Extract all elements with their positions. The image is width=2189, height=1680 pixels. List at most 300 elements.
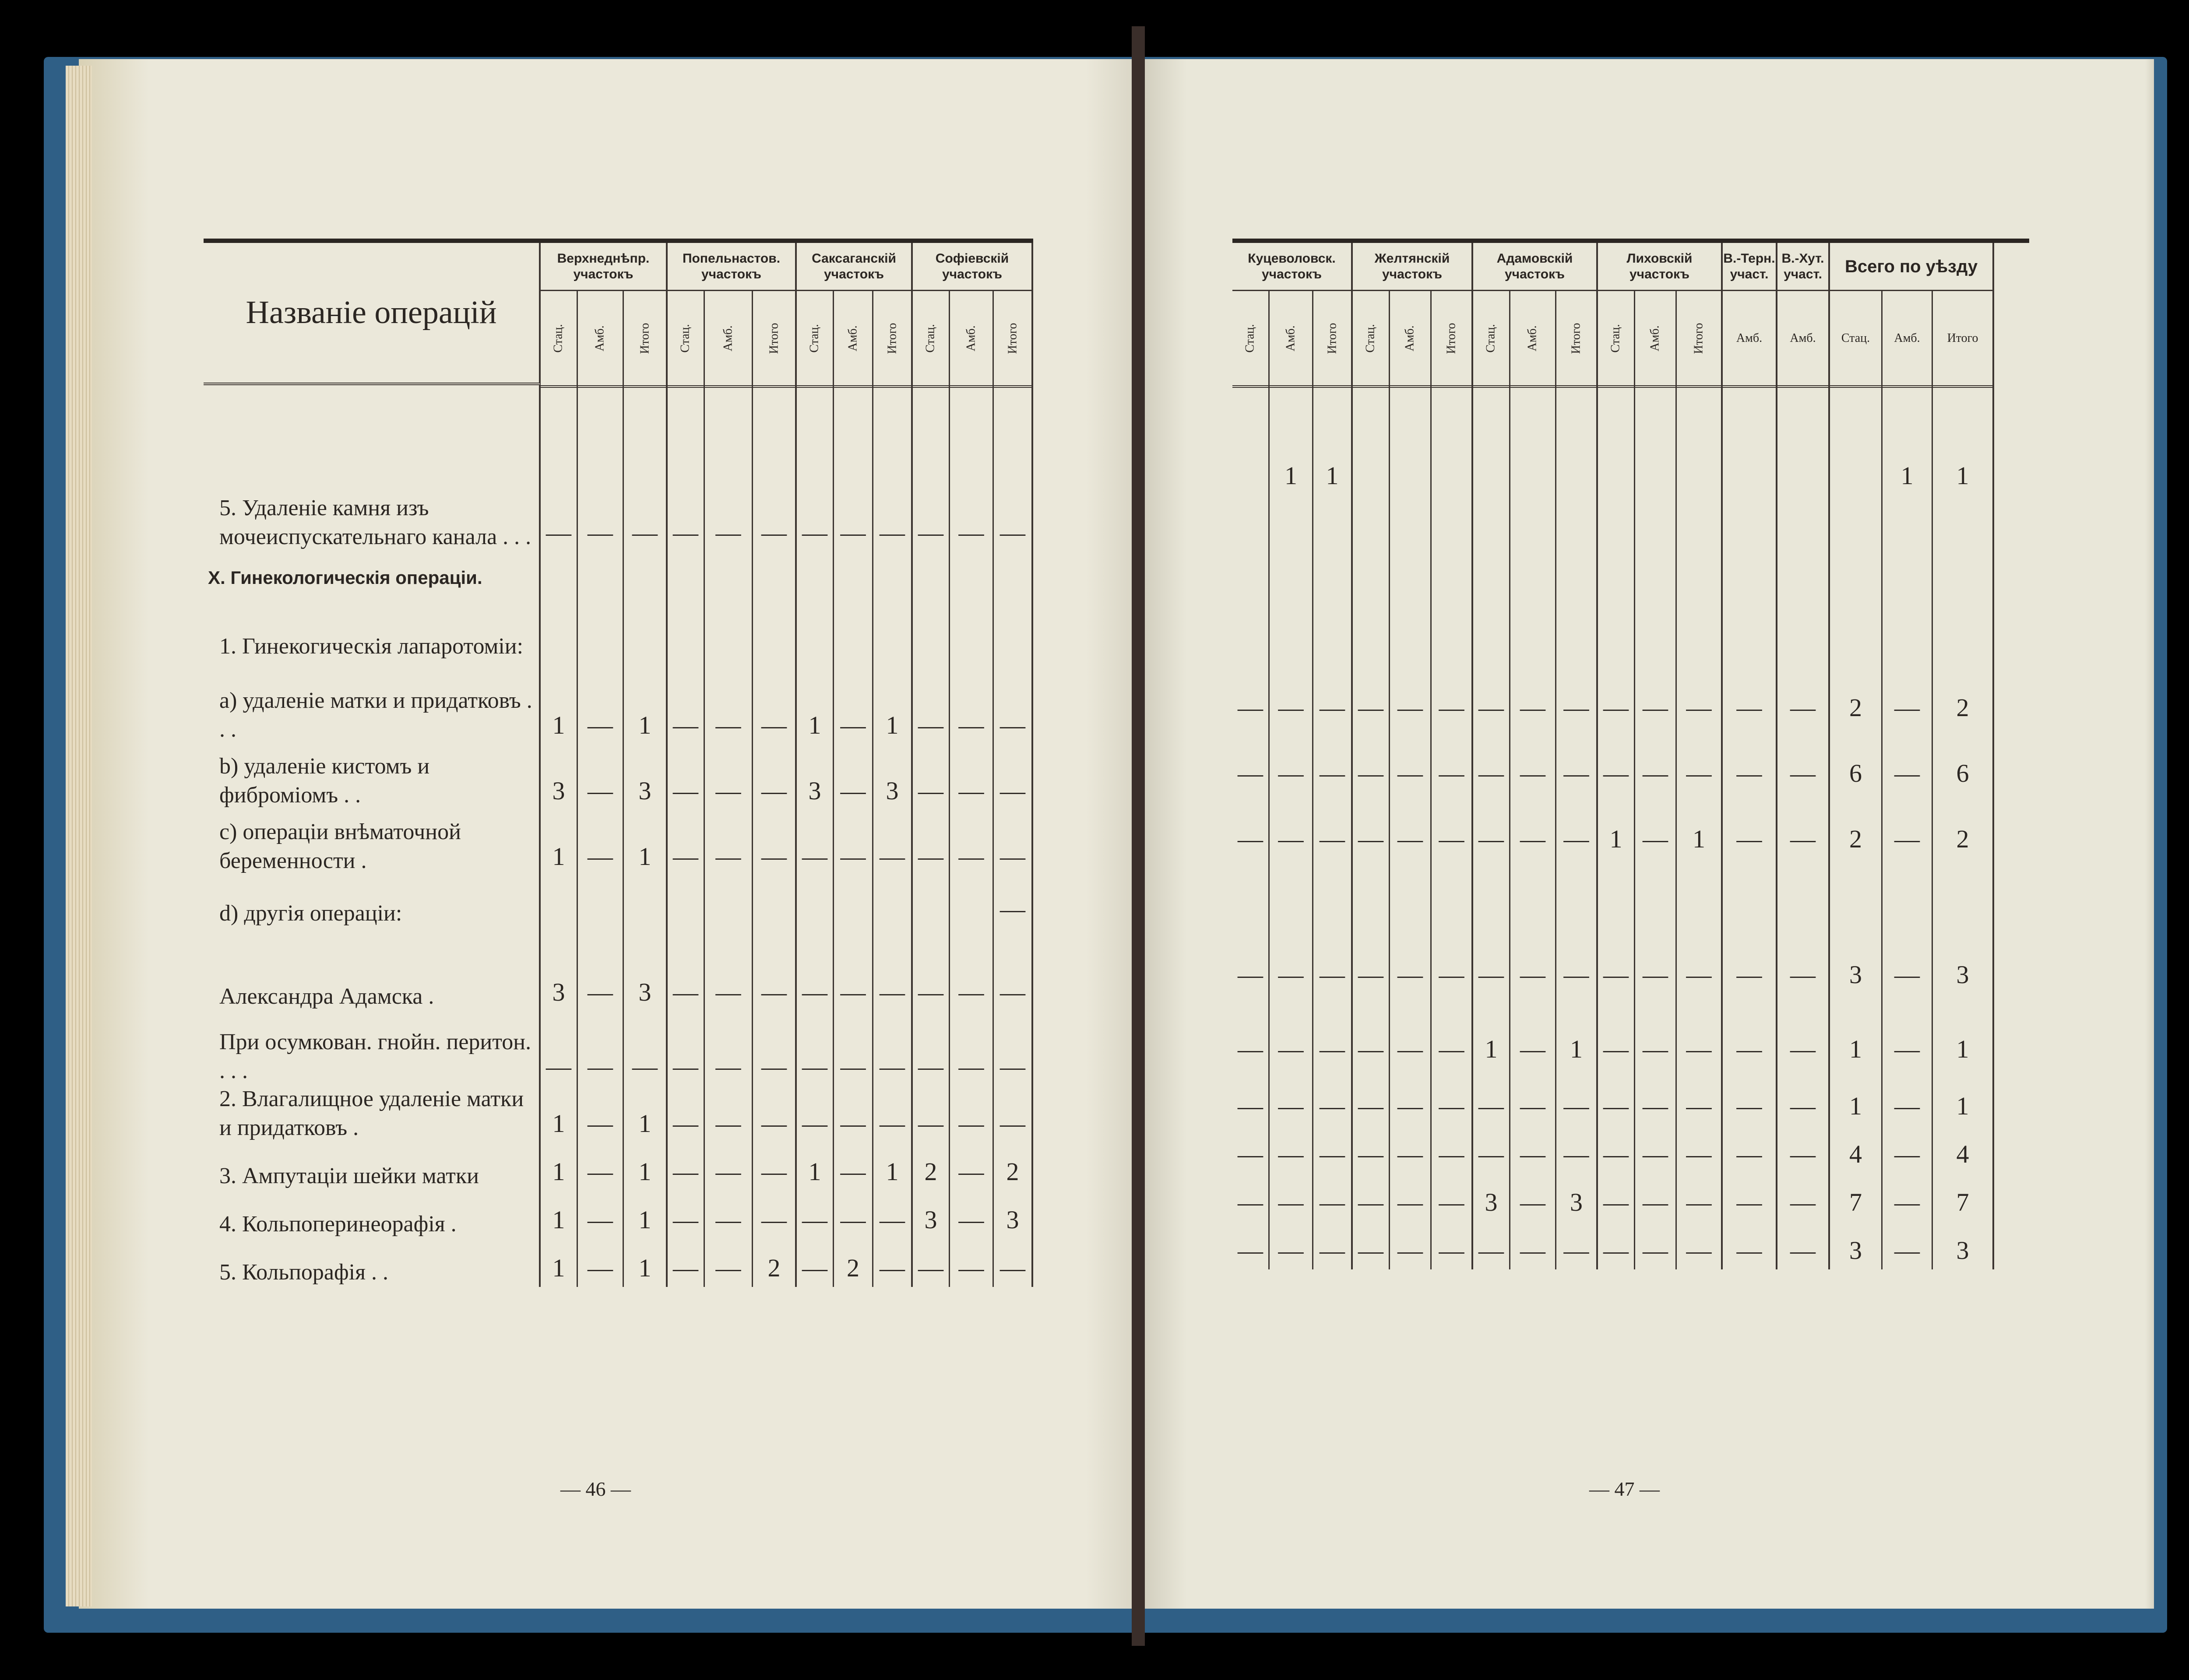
- table-cell: —: [873, 385, 913, 552]
- table-cell: —: [913, 385, 950, 552]
- table-cell: —: [1232, 1173, 1270, 1221]
- table-cell: —: [913, 1086, 950, 1142]
- table-cell: —: [1635, 1173, 1677, 1221]
- table-cell: —: [950, 810, 994, 875]
- table-cell: —: [1473, 1221, 1510, 1269]
- table-cell: —: [1598, 1173, 1635, 1221]
- table-cell: —: [1270, 1125, 1313, 1173]
- table-cell: —: [913, 928, 950, 1011]
- table-cell: —: [1270, 1068, 1313, 1125]
- table-cell: [1933, 495, 1994, 643]
- table-cell: [1830, 438, 1883, 495]
- table-cell: —: [1635, 1221, 1677, 1269]
- table-cell: [1677, 858, 1723, 910]
- table-cell: —: [1432, 994, 1473, 1068]
- table-cell: —: [1353, 643, 1390, 727]
- table-cell: —: [797, 1239, 834, 1287]
- table-cell: —: [624, 1011, 668, 1086]
- table-cell: —: [994, 385, 1033, 552]
- table-cell: [913, 595, 950, 661]
- column-header-text: Стац.: [923, 323, 937, 353]
- column-header-text: Амб.: [593, 325, 607, 351]
- column-header: [1473, 291, 1510, 388]
- table-cell: 2: [1830, 792, 1883, 858]
- column-header: [913, 291, 950, 388]
- table-cell: —: [994, 661, 1033, 744]
- column-header-text: Стац.: [1484, 323, 1498, 353]
- table-cell: —: [668, 1239, 705, 1287]
- table-cell: —: [1432, 1068, 1473, 1125]
- table-cell: 1: [624, 810, 668, 875]
- table-cell: —: [1390, 1221, 1432, 1269]
- table-cell: [578, 552, 624, 595]
- table-cell: 1: [541, 1142, 578, 1191]
- table-cell: 3: [797, 744, 834, 810]
- column-header-text: Итого: [1569, 323, 1583, 354]
- table-cell: 2: [753, 1239, 797, 1287]
- table-cell: [1883, 495, 1933, 643]
- column-header-text: Амб.: [1403, 325, 1417, 351]
- column-header: [834, 291, 873, 388]
- table-cell: —: [1723, 727, 1777, 792]
- table-cell: [541, 552, 578, 595]
- table-cell: —: [834, 1191, 873, 1239]
- table-cell: —: [1232, 1221, 1270, 1269]
- table-cell: [797, 875, 834, 928]
- table-cell: —: [1353, 1221, 1390, 1269]
- table-cell: —: [1598, 1068, 1635, 1125]
- right-top-rule: [1232, 239, 2029, 243]
- table-cell: —: [1232, 1068, 1270, 1125]
- table-cell: [1883, 385, 1933, 438]
- column-header: [1270, 291, 1313, 388]
- table-cell: —: [1777, 727, 1830, 792]
- table-cell: [1830, 495, 1883, 643]
- table-cell: 2: [1933, 643, 1994, 727]
- table-cell: [1883, 858, 1933, 910]
- table-cell: —: [753, 810, 797, 875]
- table-cell: —: [1510, 1125, 1556, 1173]
- table-cell: 3: [994, 1191, 1033, 1239]
- table-cell: [873, 552, 913, 595]
- table-cell: —: [873, 1239, 913, 1287]
- table-cell: —: [1432, 1173, 1473, 1221]
- right-operations-table: [1232, 243, 2029, 1434]
- column-header-text: Стац.: [1841, 331, 1870, 345]
- table-cell: —: [1313, 727, 1353, 792]
- table-cell: —: [705, 1086, 753, 1142]
- table-cell: —: [1353, 994, 1390, 1068]
- left-operations-table: [204, 243, 1033, 1434]
- table-cell: [1432, 495, 1473, 643]
- table-cell: [1390, 858, 1432, 910]
- table-cell: 1: [1883, 438, 1933, 495]
- table-cell: [1353, 495, 1390, 643]
- table-cell: —: [1353, 792, 1390, 858]
- column-header: [541, 291, 578, 388]
- table-cell: —: [1723, 1221, 1777, 1269]
- table-cell: [1677, 385, 1723, 438]
- column-header-text: Амб.: [1284, 325, 1298, 351]
- table-cell: [1598, 438, 1635, 495]
- table-cell: [1270, 495, 1313, 643]
- table-cell: —: [1232, 994, 1270, 1068]
- table-cell: [950, 875, 994, 928]
- table-cell: —: [834, 661, 873, 744]
- table-cell: —: [1883, 1125, 1933, 1173]
- column-header: [1598, 291, 1635, 388]
- table-cell: [1353, 385, 1390, 438]
- table-cell: —: [1723, 910, 1777, 994]
- table-cell: [1598, 495, 1635, 643]
- table-cell: —: [1723, 792, 1777, 858]
- column-header: [950, 291, 994, 388]
- table-cell: —: [578, 1142, 624, 1191]
- table-cell: —: [950, 1011, 994, 1086]
- row-label: Александра Адамска .: [204, 928, 541, 1011]
- table-cell: —: [1353, 1125, 1390, 1173]
- table-cell: —: [1510, 1068, 1556, 1125]
- table-cell: 2: [913, 1142, 950, 1191]
- table-cell: —: [1390, 1125, 1432, 1173]
- table-cell: [1933, 858, 1994, 910]
- table-cell: —: [1473, 1068, 1510, 1125]
- table-cell: —: [834, 1142, 873, 1191]
- column-header-text: Амб.: [964, 325, 978, 351]
- table-cell: —: [1723, 1125, 1777, 1173]
- row-label: 5. Удаленіе камня изъ мочеиспускательнаго канала . . .: [204, 385, 541, 552]
- table-cell: [1510, 385, 1556, 438]
- table-cell: —: [873, 1011, 913, 1086]
- table-cell: [950, 595, 994, 661]
- table-cell: —: [1777, 1173, 1830, 1221]
- table-cell: —: [578, 928, 624, 1011]
- table-cell: —: [873, 810, 913, 875]
- table-cell: 1: [624, 1191, 668, 1239]
- group-header: В.-Терн. участ.: [1723, 243, 1777, 291]
- table-cell: 1: [1270, 438, 1313, 495]
- table-cell: [834, 552, 873, 595]
- row-label: 2. Влагалищное удаленіе матки и придатковъ .: [204, 1086, 541, 1142]
- table-cell: [1510, 858, 1556, 910]
- table-cell: —: [1473, 727, 1510, 792]
- table-cell: —: [913, 810, 950, 875]
- table-cell: —: [1432, 727, 1473, 792]
- table-cell: —: [1313, 994, 1353, 1068]
- table-cell: —: [1777, 792, 1830, 858]
- column-header-text: Амб.: [1894, 331, 1920, 345]
- page-edges: [66, 66, 92, 1606]
- table-cell: —: [1556, 1125, 1598, 1173]
- table-cell: [1723, 858, 1777, 910]
- table-cell: 1: [541, 1191, 578, 1239]
- table-cell: [1353, 858, 1390, 910]
- table-cell: —: [705, 385, 753, 552]
- table-cell: —: [578, 744, 624, 810]
- table-cell: —: [1883, 1173, 1933, 1221]
- table-cell: —: [668, 1191, 705, 1239]
- table-cell: —: [1270, 1221, 1313, 1269]
- column-header-text: Итого: [1692, 323, 1706, 354]
- table-cell: —: [1353, 727, 1390, 792]
- table-cell: —: [1777, 910, 1830, 994]
- table-cell: [1933, 385, 1994, 438]
- table-cell: —: [797, 1011, 834, 1086]
- table-cell: 3: [1933, 910, 1994, 994]
- table-cell: —: [668, 385, 705, 552]
- table-cell: [1677, 438, 1723, 495]
- table-cell: —: [1723, 994, 1777, 1068]
- row-label: 5. Кольпорафія . .: [204, 1239, 541, 1287]
- table-cell: —: [1635, 1068, 1677, 1125]
- group-header: В.-Хут. участ.: [1777, 243, 1830, 291]
- table-cell: 3: [1830, 910, 1883, 994]
- column-header: [1313, 291, 1353, 388]
- table-cell: —: [1510, 727, 1556, 792]
- table-cell: —: [1432, 1221, 1473, 1269]
- table-cell: 3: [1830, 1221, 1883, 1269]
- table-cell: 6: [1830, 727, 1883, 792]
- table-cell: [913, 552, 950, 595]
- table-cell: [624, 875, 668, 928]
- table-cell: —: [950, 661, 994, 744]
- column-header-text: Стац.: [551, 323, 565, 353]
- column-header: [994, 291, 1033, 388]
- table-cell: [1473, 495, 1510, 643]
- table-cell: [913, 875, 950, 928]
- table-cell: [1313, 495, 1353, 643]
- table-cell: [1473, 858, 1510, 910]
- table-cell: —: [1510, 910, 1556, 994]
- table-cell: —: [1635, 643, 1677, 727]
- table-cell: —: [1232, 1125, 1270, 1173]
- table-cell: [753, 875, 797, 928]
- table-cell: —: [1677, 1068, 1723, 1125]
- table-cell: —: [1556, 910, 1598, 994]
- table-cell: —: [578, 1011, 624, 1086]
- table-cell: —: [705, 744, 753, 810]
- table-cell: —: [1473, 1125, 1510, 1173]
- table-cell: —: [1556, 792, 1598, 858]
- table-cell: —: [834, 928, 873, 1011]
- table-cell: [705, 552, 753, 595]
- table-cell: 1: [1556, 994, 1598, 1068]
- table-cell: —: [753, 1011, 797, 1086]
- table-cell: —: [753, 385, 797, 552]
- table-cell: —: [705, 1239, 753, 1287]
- table-cell: [1635, 858, 1677, 910]
- row-label: При осумкован. гнойн. перитон. . . .: [204, 1011, 541, 1086]
- group-header: Всего по уѣзду: [1830, 243, 1994, 291]
- column-header: [1723, 291, 1777, 388]
- column-header: [753, 291, 797, 388]
- table-cell: 1: [1933, 1068, 1994, 1125]
- table-cell: 1: [1830, 994, 1883, 1068]
- table-cell: 1: [797, 1142, 834, 1191]
- table-cell: —: [668, 661, 705, 744]
- table-cell: —: [1432, 910, 1473, 994]
- table-cell: —: [578, 661, 624, 744]
- table-cell: 1: [1933, 438, 1994, 495]
- table-cell: —: [1635, 792, 1677, 858]
- table-cell: —: [1390, 643, 1432, 727]
- table-cell: —: [1313, 910, 1353, 994]
- table-cell: —: [1677, 643, 1723, 727]
- column-header-text: Итого: [1444, 323, 1458, 354]
- table-cell: —: [913, 744, 950, 810]
- table-cell: —: [578, 1239, 624, 1287]
- table-cell: [1598, 385, 1635, 438]
- group-header: Адамовскій участокъ: [1473, 243, 1598, 291]
- table-cell: —: [705, 1011, 753, 1086]
- table-cell: —: [1677, 1173, 1723, 1221]
- table-cell: —: [1232, 910, 1270, 994]
- column-header-text: Стац.: [1243, 323, 1257, 353]
- table-cell: [834, 595, 873, 661]
- table-cell: [1510, 438, 1556, 495]
- column-header-text: Стац.: [1608, 323, 1622, 353]
- table-cell: —: [753, 661, 797, 744]
- table-cell: —: [994, 1086, 1033, 1142]
- left-top-rule: [204, 239, 1033, 243]
- table-cell: —: [1723, 643, 1777, 727]
- table-cell: 1: [541, 1239, 578, 1287]
- table-cell: [541, 595, 578, 661]
- row-label: X. Гинекологическія операціи.: [204, 552, 541, 595]
- table-cell: —: [668, 1011, 705, 1086]
- table-cell: [1473, 385, 1510, 438]
- table-cell: —: [1777, 1125, 1830, 1173]
- table-cell: [1390, 385, 1432, 438]
- table-cell: —: [834, 1086, 873, 1142]
- column-header: [624, 291, 668, 388]
- table-cell: —: [1598, 643, 1635, 727]
- table-cell: —: [913, 1239, 950, 1287]
- table-cell: —: [873, 1191, 913, 1239]
- table-cell: 4: [1933, 1125, 1994, 1173]
- table-cell: [1556, 858, 1598, 910]
- table-cell: 1: [541, 1086, 578, 1142]
- table-cell: —: [705, 1191, 753, 1239]
- table-cell: —: [834, 810, 873, 875]
- column-header-text: Стац.: [1363, 323, 1377, 353]
- table-cell: [668, 875, 705, 928]
- table-cell: —: [1777, 643, 1830, 727]
- table-cell: [950, 552, 994, 595]
- column-header-text: Амб.: [1648, 325, 1662, 351]
- table-cell: 1: [624, 661, 668, 744]
- table-cell: —: [1883, 994, 1933, 1068]
- table-cell: —: [1473, 792, 1510, 858]
- table-cell: —: [753, 744, 797, 810]
- table-cell: —: [797, 385, 834, 552]
- row-label: 4. Кольпоперинеорафія .: [204, 1191, 541, 1239]
- table-cell: [797, 552, 834, 595]
- table-cell: [705, 875, 753, 928]
- table-cell: [1777, 495, 1830, 643]
- group-header: Софіевскій участокъ: [913, 243, 1033, 291]
- table-cell: —: [705, 1142, 753, 1191]
- column-header: [873, 291, 913, 388]
- table-cell: —: [541, 1011, 578, 1086]
- table-cell: —: [1883, 792, 1933, 858]
- table-cell: —: [797, 810, 834, 875]
- table-cell: —: [1777, 994, 1830, 1068]
- table-cell: 1: [1933, 994, 1994, 1068]
- table-cell: —: [624, 385, 668, 552]
- table-cell: —: [1473, 910, 1510, 994]
- table-cell: —: [873, 928, 913, 1011]
- table-cell: 1: [1598, 792, 1635, 858]
- table-cell: 3: [1556, 1173, 1598, 1221]
- table-cell: —: [994, 875, 1033, 928]
- column-header-text: Стац.: [678, 323, 692, 353]
- table-cell: —: [1313, 1173, 1353, 1221]
- table-cell: [1723, 385, 1777, 438]
- table-cell: —: [1598, 910, 1635, 994]
- table-cell: [1313, 385, 1353, 438]
- table-cell: 3: [541, 744, 578, 810]
- table-cell: 6: [1933, 727, 1994, 792]
- table-cell: —: [668, 928, 705, 1011]
- table-cell: [1723, 438, 1777, 495]
- table-cell: —: [1390, 792, 1432, 858]
- column-header-text: Итого: [638, 323, 651, 354]
- table-cell: —: [1677, 727, 1723, 792]
- table-cell: [797, 595, 834, 661]
- table-cell: —: [705, 810, 753, 875]
- table-cell: —: [1598, 1221, 1635, 1269]
- table-cell: 1: [624, 1142, 668, 1191]
- column-header-text: Амб.: [721, 325, 735, 351]
- table-cell: —: [1270, 994, 1313, 1068]
- group-header: Попельнастов. участокъ: [668, 243, 797, 291]
- table-cell: —: [1723, 1068, 1777, 1125]
- table-cell: —: [1432, 1125, 1473, 1173]
- table-cell: —: [994, 1011, 1033, 1086]
- table-cell: —: [1598, 727, 1635, 792]
- column-header: [1777, 291, 1830, 388]
- table-cell: [1830, 858, 1883, 910]
- table-cell: 7: [1933, 1173, 1994, 1221]
- table-cell: —: [541, 385, 578, 552]
- table-cell: [1556, 438, 1598, 495]
- table-cell: 2: [994, 1142, 1033, 1191]
- table-cell: 2: [834, 1239, 873, 1287]
- table-cell: —: [1598, 1125, 1635, 1173]
- table-cell: —: [994, 744, 1033, 810]
- table-cell: —: [1270, 910, 1313, 994]
- table-cell: —: [1883, 910, 1933, 994]
- table-cell: —: [950, 1239, 994, 1287]
- table-cell: —: [994, 928, 1033, 1011]
- table-cell: [1432, 438, 1473, 495]
- table-cell: 1: [1313, 438, 1353, 495]
- table-cell: [1556, 495, 1598, 643]
- table-cell: —: [873, 1086, 913, 1142]
- column-header: [1232, 291, 1270, 388]
- table-cell: [1777, 385, 1830, 438]
- column-header-text: Итого: [885, 323, 899, 354]
- table-cell: 1: [624, 1086, 668, 1142]
- table-cell: —: [950, 1191, 994, 1239]
- column-header-text: Амб.: [1790, 331, 1816, 345]
- table-cell: —: [950, 928, 994, 1011]
- row-label: a) удаленіе матки и придатковъ . . .: [204, 661, 541, 744]
- table-cell: —: [1510, 643, 1556, 727]
- table-cell: —: [753, 1086, 797, 1142]
- table-cell: [1635, 438, 1677, 495]
